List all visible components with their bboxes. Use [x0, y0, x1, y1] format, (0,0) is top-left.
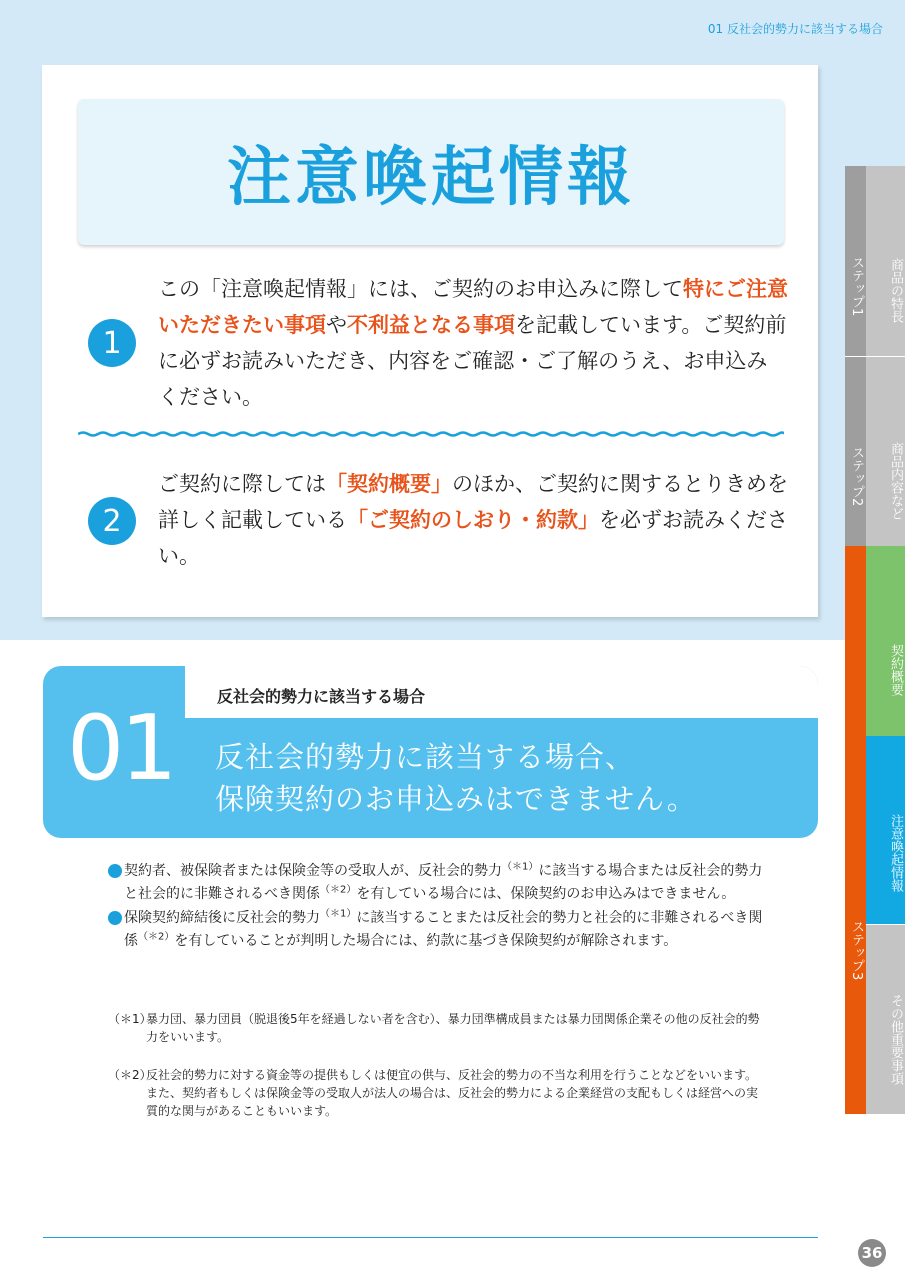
tab-step-2[interactable]: ステップ2: [845, 356, 866, 546]
footnote-mark: （＊1）: [108, 1012, 152, 1026]
item-1-text-c: を記載しています。ご契約前に必ずお読みいただき、内容をご確認・ご了解のうえ、お申込みください。: [158, 313, 787, 409]
footnote-ref: （＊1）: [320, 908, 357, 920]
tab-product-details[interactable]: 商品内容など: [866, 356, 905, 546]
item-1-highlight-2: 不利益となる事項: [347, 313, 515, 337]
item-2-text: [158, 466, 788, 574]
item-1-highlight-1: 特にご注意いただきたい事項: [158, 277, 788, 337]
section-label-strip: [185, 666, 818, 718]
item-1-text-a: この「注意喚起情報」には、ご契約のお申込みに際して: [158, 277, 683, 301]
section-headline-line-2: 保険契約のお申込みはできません。: [215, 782, 697, 816]
section-headline: [215, 736, 815, 820]
page-title: 注意喚起情報: [227, 141, 635, 215]
footnote-item: [108, 1010, 768, 1046]
footnotes: [108, 1010, 768, 1140]
bullet-text: を有している場合には、保険契約のお申込みはできません。: [356, 886, 736, 902]
bullet-item: [108, 907, 768, 953]
bullet-item: [108, 860, 768, 906]
footnote-ref: （＊2）: [138, 931, 175, 943]
item-2-text-a: ご契約に際しては: [158, 472, 326, 496]
footnote-text: 反社会的勢力に対する資金等の提供もしくは便宜の供与、反社会的勢力の不当な利用を行うことなどをいいます。また、契約者もしくは保険金等の受取人が法人の場合は、反社会的勢力による企業経営の支配もしくは経営への実質的な関与があることもいいます。: [146, 1068, 759, 1118]
item-2-text-b: のほか、ご契約に関するとりきめを詳しく記載している: [158, 472, 788, 532]
tab-other-important[interactable]: その他重要事項: [866, 924, 905, 1114]
footnote-mark: （＊2）: [108, 1068, 152, 1082]
item-2-highlight-1: 「契約概要」: [326, 472, 452, 496]
bullet-text: を有していることが判明した場合には、約款に基づき保険契約が解除されます。: [174, 933, 678, 949]
tab-step-1[interactable]: ステップ1: [845, 166, 866, 356]
bullet-list: [108, 860, 768, 954]
bullet-text: 保険契約締結後に反社会的勢力: [124, 910, 320, 926]
item-number-1: 1: [88, 319, 136, 367]
item-2-highlight-2: 「ご契約のしおり・約款」: [347, 508, 599, 532]
title-box: [78, 99, 784, 245]
section-banner: [43, 666, 818, 838]
footnote-item: [108, 1066, 768, 1120]
footnote-ref: （＊1）: [502, 861, 539, 873]
notice-card: [42, 65, 818, 617]
tab-step-3[interactable]: ステップ3: [845, 546, 866, 1114]
section-number: 01: [67, 696, 174, 801]
wavy-divider: [78, 431, 784, 437]
bullet-text: に該当することまたは反社会的勢力と社会的に非難されるべき関係: [124, 910, 763, 949]
bullet-text: 契約者、被保険者または保険金等の受取人が、反社会的勢力: [124, 863, 502, 879]
section-headline-line-1: 反社会的勢力に該当する場合、: [215, 740, 636, 774]
item-1-text: [158, 271, 788, 415]
bottom-rule: [43, 1237, 818, 1238]
item-number-2: 2: [88, 497, 136, 545]
bullet-dot-icon: [108, 911, 122, 925]
item-2-text-c: を必ずお読みください。: [158, 508, 788, 568]
footnote-text: 暴力団、暴力団員（脱退後5年を経過しない者を含む）、暴力団準構成員または暴力団関係企業その他の反社会的勢力をいいます。: [146, 1012, 760, 1044]
tab-product-features[interactable]: 商品の特長: [866, 166, 905, 356]
bullet-text: に該当する場合または反社会的勢力と社会的に非難されるべき関係: [124, 863, 763, 902]
item-1-text-b: や: [326, 313, 347, 337]
section-label: 反社会的勢力に該当する場合: [217, 687, 426, 706]
tab-contract-summary[interactable]: 契約概要: [866, 546, 905, 736]
bullet-dot-icon: [108, 864, 122, 878]
tab-notice-info[interactable]: 注意喚起情報: [866, 736, 905, 924]
footnote-ref: （＊2）: [320, 884, 357, 896]
page-number: 36: [858, 1239, 886, 1267]
header-section-label: 01 反社会的勢力に該当する場合: [707, 22, 883, 36]
